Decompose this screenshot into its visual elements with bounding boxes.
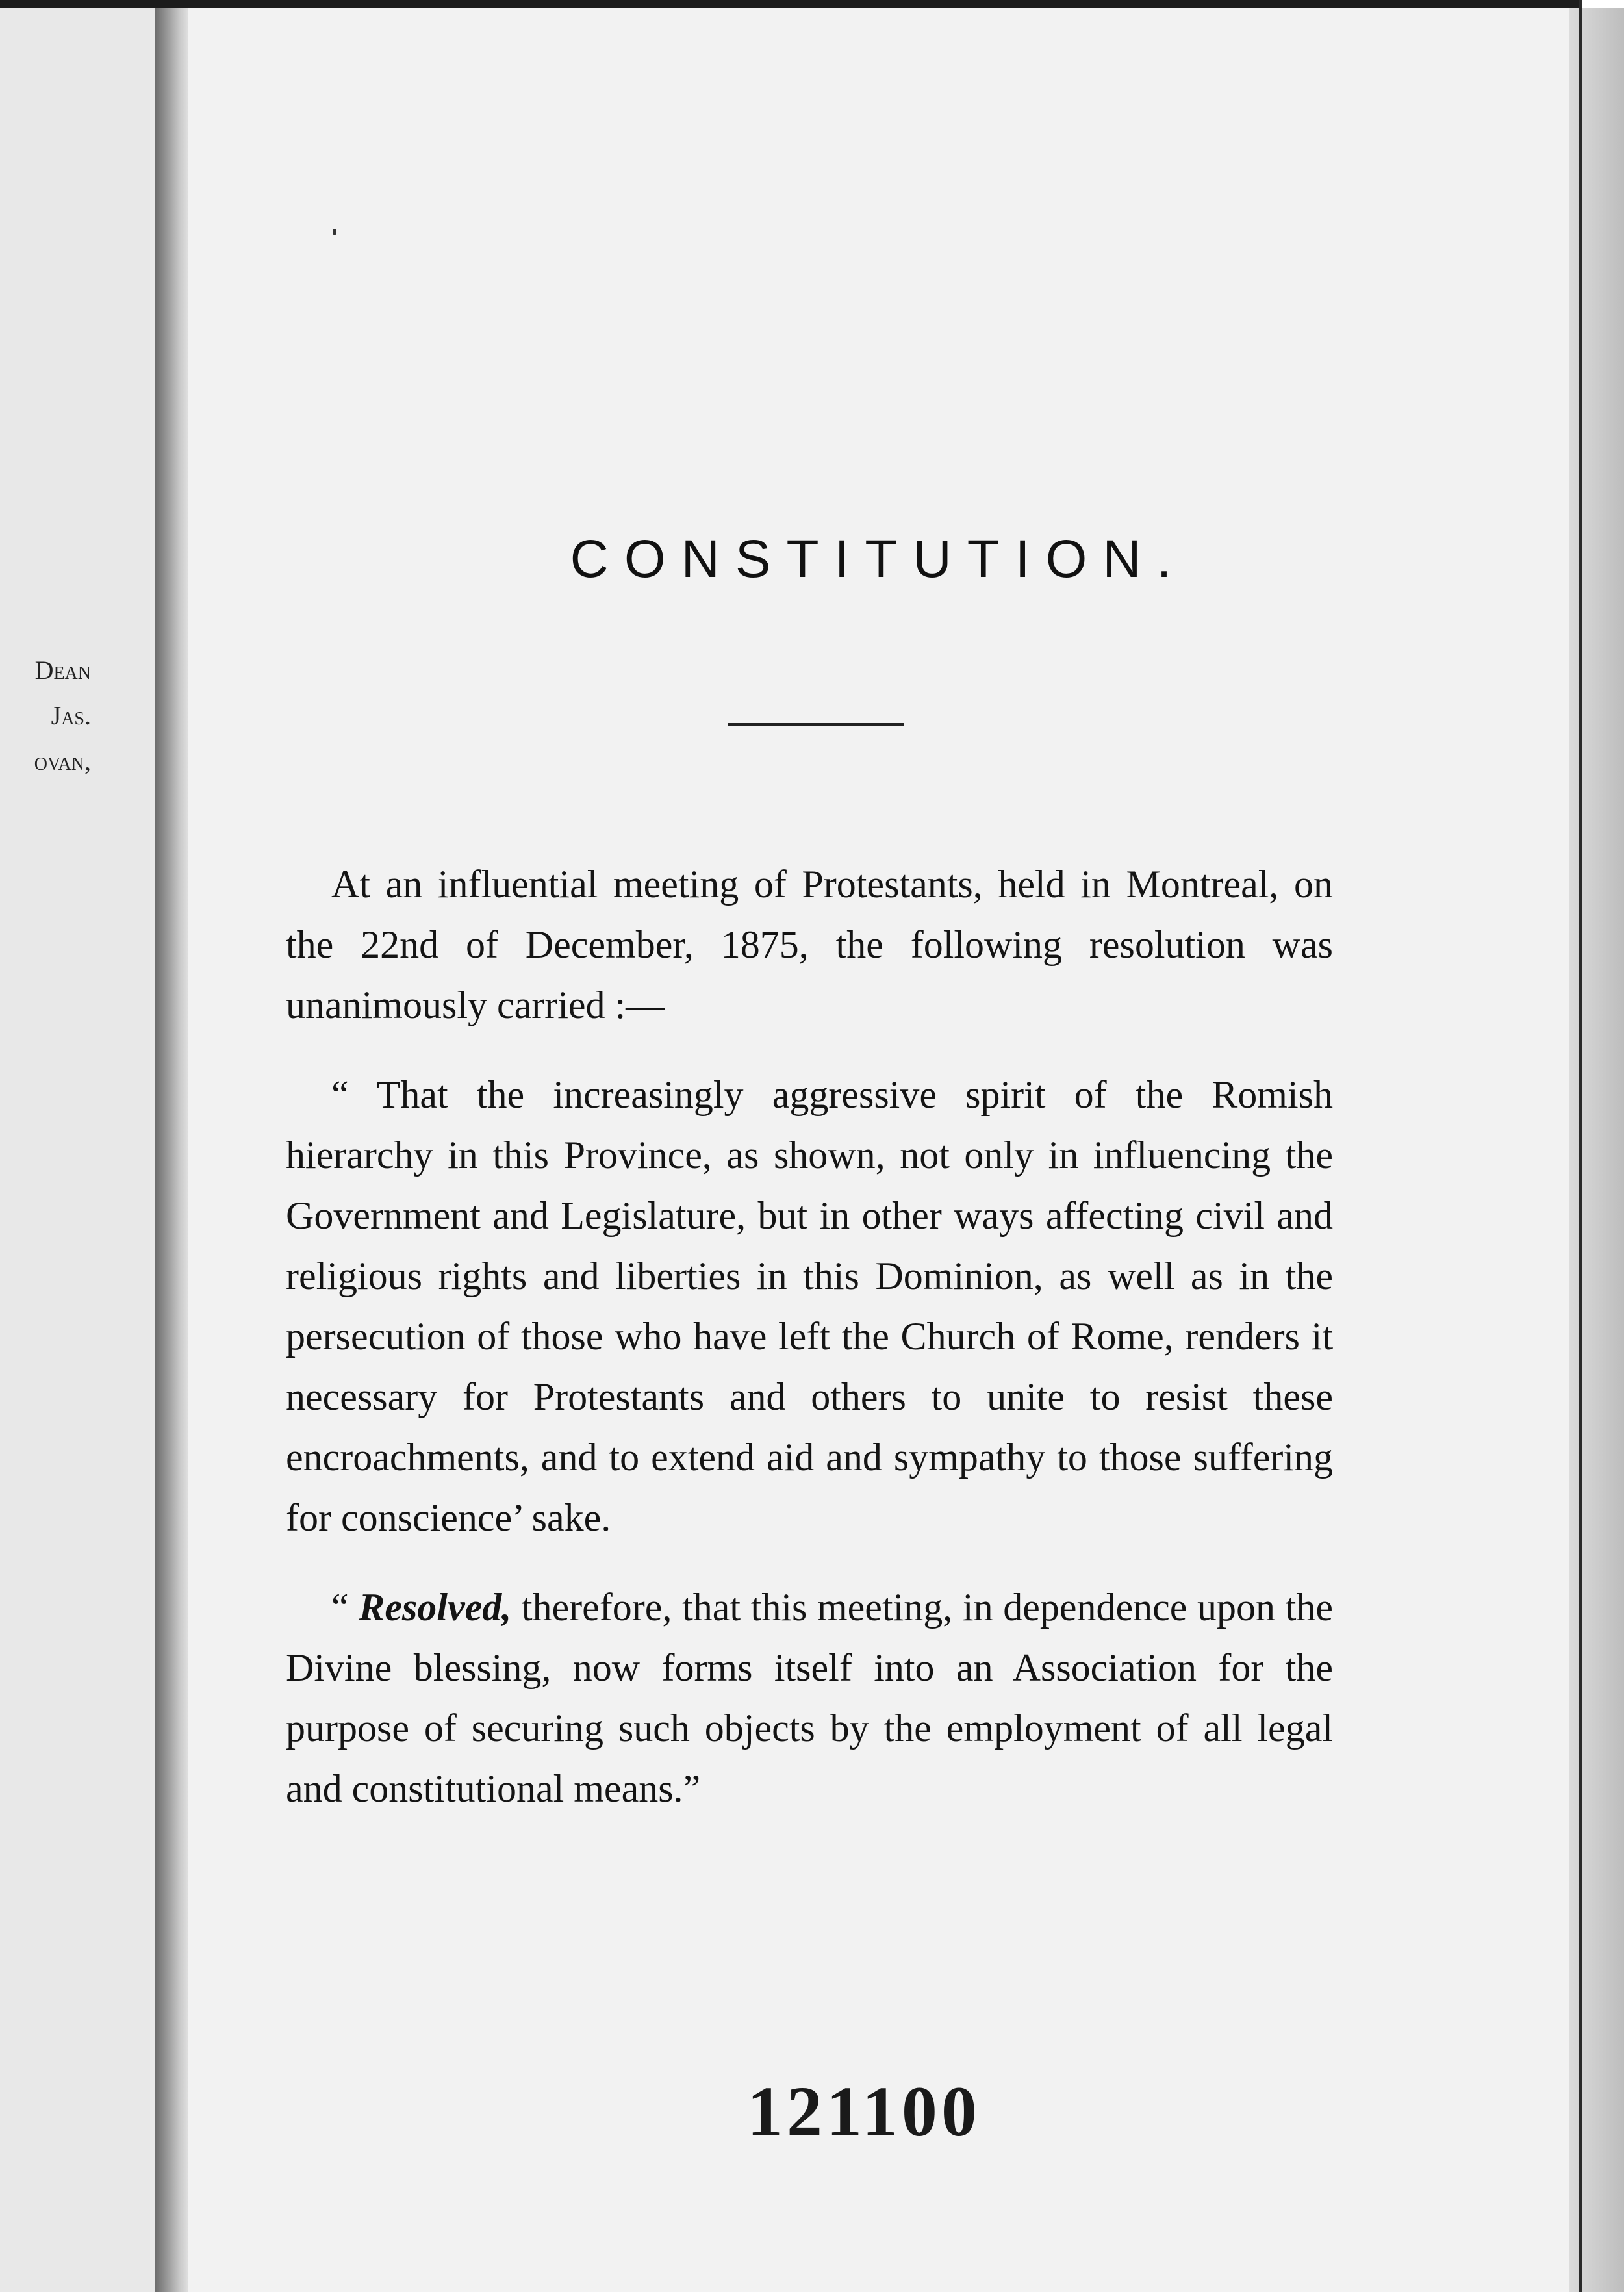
resolved-open-quote: “ <box>331 1586 359 1629</box>
previous-page-text-fragment: ovan, <box>34 746 91 776</box>
scan-top-edge <box>0 0 1579 8</box>
paragraph-resolved <box>286 1577 1333 1819</box>
resolved-text: therefore, that this meeting, in dependence upon the Divine blessing, now forms itself into an Association for the purpose of securing such objects by the employment of all legal and constitutional means.” <box>286 1586 1334 1810</box>
page-right-edge <box>1569 8 1624 2292</box>
page-edge-line <box>1579 0 1582 2292</box>
document-body <box>286 854 1333 1848</box>
previous-page-text-fragment: Dean <box>34 656 91 685</box>
ink-speck <box>333 229 336 235</box>
heading-divider-rule <box>728 723 904 726</box>
document-heading: CONSTITUTION. <box>570 529 1187 589</box>
resolved-keyword: Resolved, <box>359 1586 512 1629</box>
previous-page-text-fragment: Jas. <box>51 701 91 730</box>
paragraph-meeting: At an influential meeting of Protestants, held in Montreal, on the 22nd of December, 1875, the following resolution was unanimously carried :— <box>286 863 1333 1026</box>
book-gutter-shadow <box>155 8 188 2292</box>
accession-number-stamp: 121100 <box>747 2072 981 2151</box>
paragraph-resolution-preamble: “ That the increasingly aggressive spirit of the Romish hierarchy in this Province, as shown, not only in influencing the Government and Legislature, but in other ways affecting civil and religious rights and liberties in this Dominion, as well as in the persecution of those who have left the Church of Rome, renders it necessary for Protestants and others to unite to resist these encroachments, and to extend aid and sympathy to those suffering for conscience’ sake. <box>286 1073 1333 1539</box>
previous-page-edge <box>0 8 155 2292</box>
